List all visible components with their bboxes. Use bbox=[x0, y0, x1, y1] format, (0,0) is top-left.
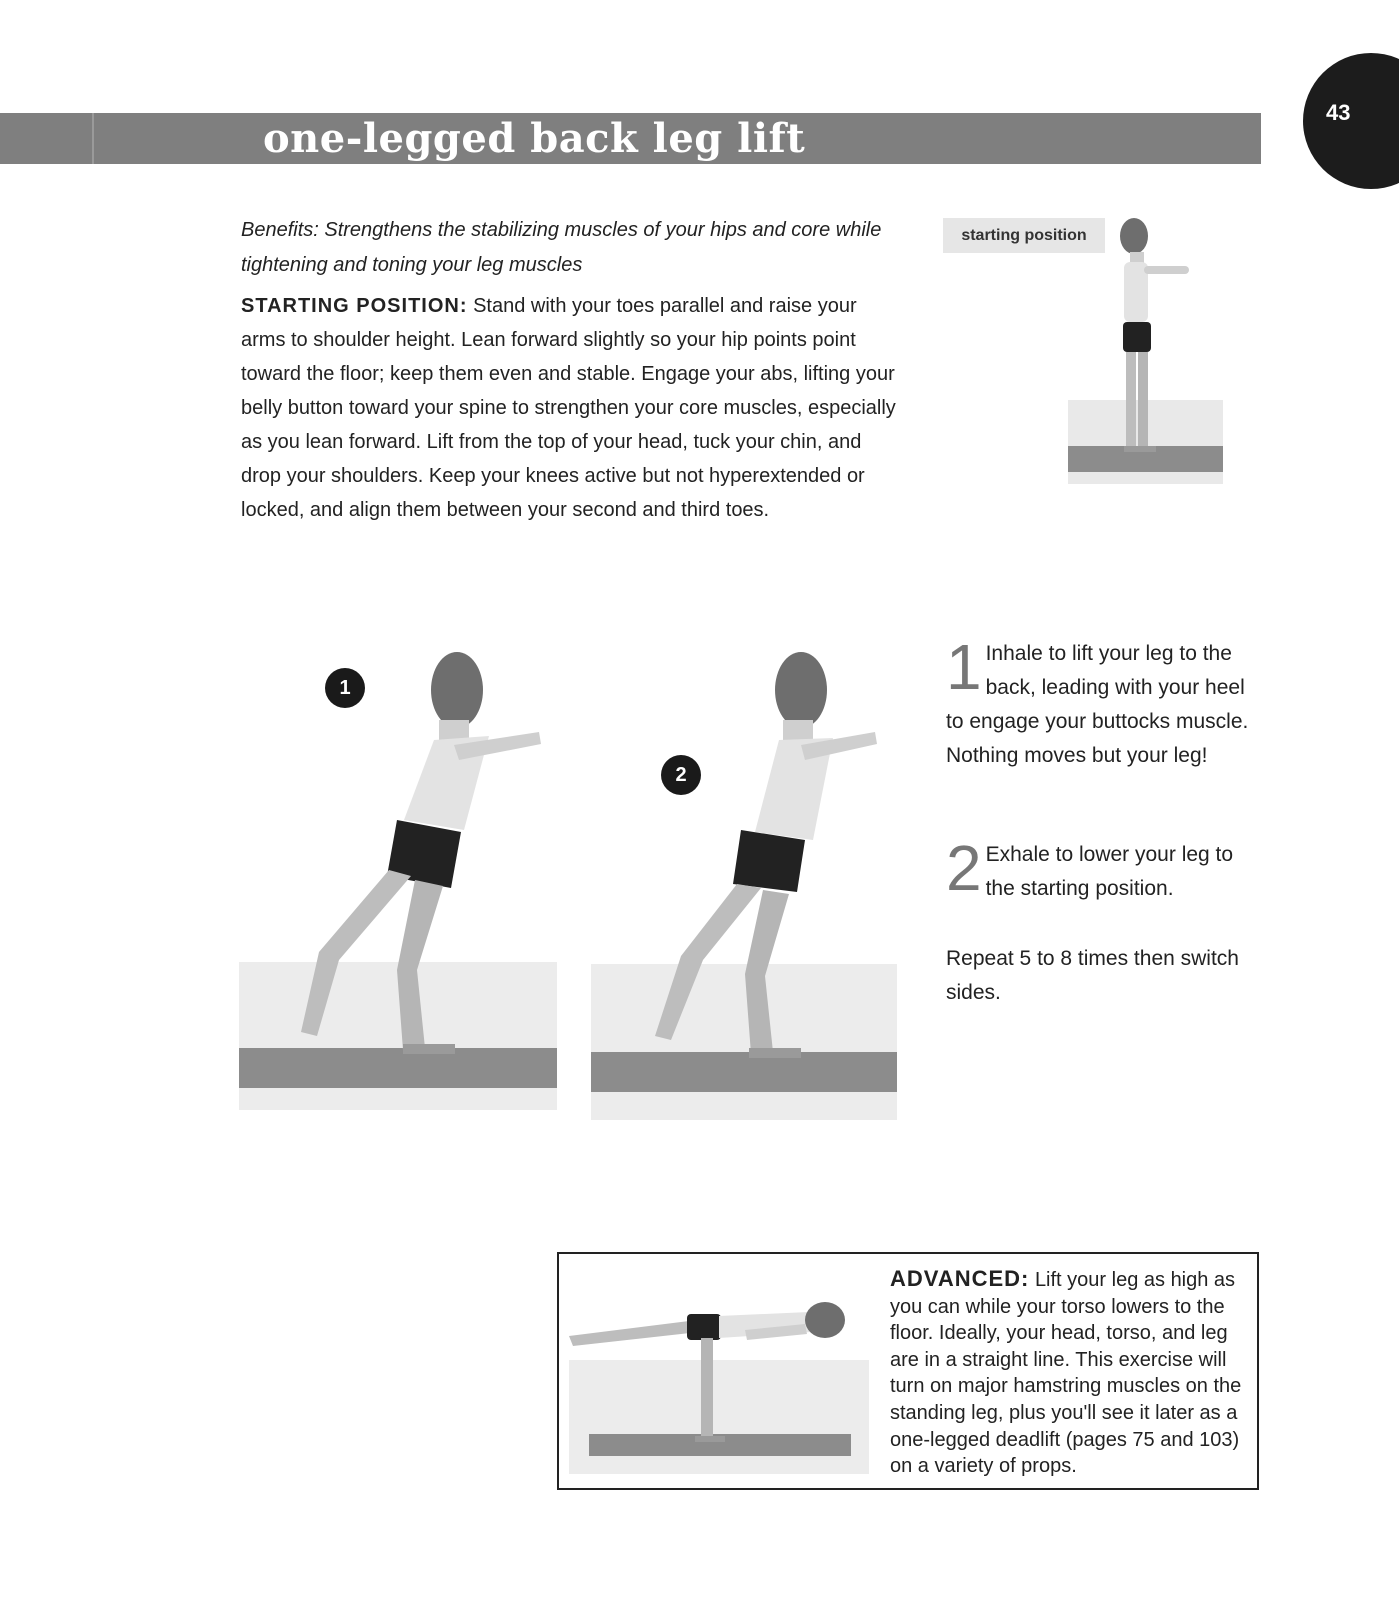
starting-position-label: starting position bbox=[943, 218, 1105, 253]
step-1 bbox=[946, 631, 1266, 773]
advanced-photo bbox=[569, 1274, 869, 1474]
photo-marker-1: 1 bbox=[325, 668, 365, 708]
starting-position-lead: STARTING POSITION: bbox=[241, 295, 468, 317]
step-1-text: Inhale to lift your leg to the back, leading with your heel to engage your buttocks muscle. Nothing moves but your leg! bbox=[946, 642, 1249, 767]
step-2-number: 2 bbox=[946, 832, 982, 904]
page-title: one-legged back leg lift bbox=[263, 115, 806, 162]
benefits-text: Benefits: Strengthens the stabilizing muscles of your hips and core while tightening and toning your leg muscles bbox=[241, 219, 882, 276]
exercise-photo-2 bbox=[591, 640, 897, 1120]
step-1-number: 1 bbox=[946, 631, 982, 703]
advanced-box bbox=[557, 1252, 1259, 1490]
title-bar-divider bbox=[92, 113, 94, 164]
advanced-lead: ADVANCED: bbox=[890, 1266, 1030, 1291]
starting-position-body: Stand with your toes parallel and raise your arms to shoulder height. Lean forward slightly so your hip points point toward the floor; keep them even and stable. Engage your abs, lifting your belly button toward your spine to strengthen your core muscles, especially as you lean forward. Lift from the top of your head, tuck your chin, and drop your shoulders. Keep your knees active but not hyperextended or locked, and align them between your second and third toes. bbox=[241, 295, 896, 521]
exercise-photo-1 bbox=[239, 640, 557, 1110]
advanced-body: Lift your leg as high as you can while your torso lowers to the floor. Ideally, your head, torso, and leg are in a straight line. This exercise will turn on major hamstring muscles on the standing leg, plus you'll see it later as a one-legged deadlift (pages 75 and 103) on a variety of props. bbox=[890, 1269, 1242, 1478]
page-number-badge bbox=[1303, 53, 1399, 189]
step-2-text: Exhale to lower your leg to the starting position. bbox=[985, 843, 1234, 900]
step-2 bbox=[946, 832, 1266, 906]
starting-position-text bbox=[241, 289, 901, 527]
title-bar bbox=[0, 113, 1261, 164]
photo-marker-2: 2 bbox=[661, 755, 701, 795]
advanced-text bbox=[890, 1266, 1250, 1480]
starting-position-photo bbox=[1068, 214, 1223, 484]
page-number: 43 bbox=[1326, 100, 1351, 125]
repeat-instruction: Repeat 5 to 8 times then switch sides. bbox=[946, 947, 1239, 1004]
